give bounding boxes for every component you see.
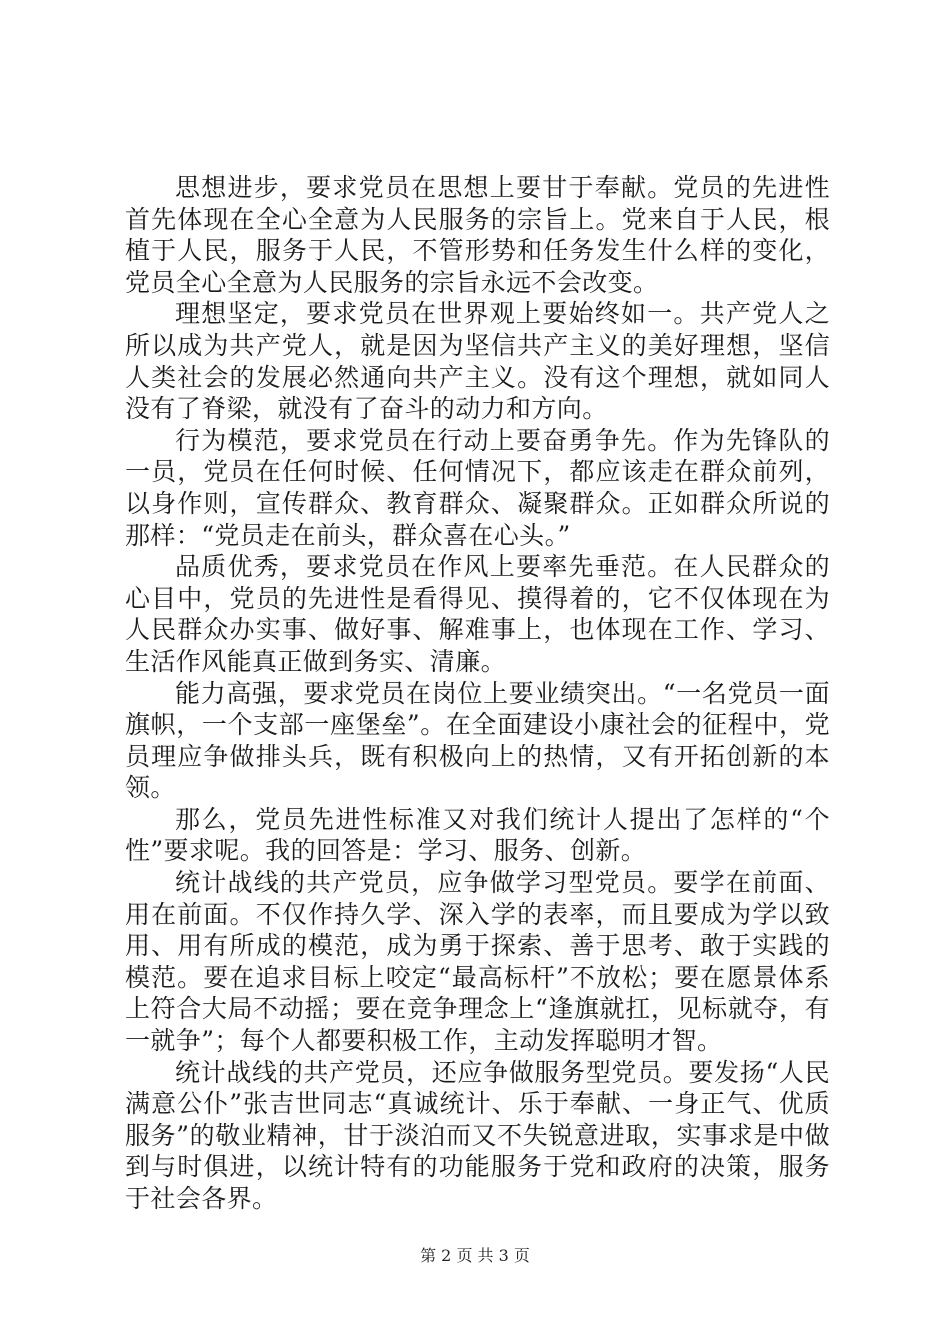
document-body: [125, 172, 830, 1215]
paragraph-5: 能力高强，要求党员在岗位上要业绩突出。“一名党员一面旗帜，一个支部一座堡垒”。在全面建设小康社会的征程中，党员理应争做排头兵，既有积极向上的热情，又有开拓创新的本领。: [125, 678, 830, 803]
paragraph-8: 统计战线的共产党员，还应争做服务型党员。要发扬“人民满意公仆”张吉世同志“真诚统计、乐于奉献、一身正气、优质服务”的敬业精神，甘于淡泊而又不失锐意进取，实事求是中做到与时俱进，以统计特有的功能服务于党和政府的决策，服务于社会各界。: [125, 1057, 830, 1213]
paragraph-6: 那么，党员先进性标准又对我们统计人提出了怎样的“个性”要求呢。我的回答是：学习、服务、创新。: [125, 804, 830, 866]
paragraph-7: 统计战线的共产党员，应争做学习型党员。要学在前面、用在前面。不仅作持久学、深入学的表率，而且要成为学以致用、用有所成的模范，成为勇于探索、善于思考、敢于实践的模范。要在追求目标上咬定“最高标杆”不放松；要在愿景体系上符合大局不动摇；要在竞争理念上“逢旗就扛，见标就夺，有一就争”；每个人都要积极工作，主动发挥聪明才智。: [125, 868, 830, 1056]
paragraph-3: 行为模范，要求党员在行动上要奋勇争先。作为先锋队的一员，党员在任何时候、任何情况下，都应该走在群众前列，以身作则，宣传群众、教育群众、凝聚群众。正如群众所说的那样：“党员走在前头，群众喜在心头。”: [125, 425, 830, 550]
paragraph-4: 品质优秀，要求党员在作风上要率先垂范。在人民群众的心目中，党员的先进性是看得见、摸得着的，它不仅体现在为人民群众办实事、做好事、解难事上，也体现在工作、学习、生活作风能真正做到务实、清廉。: [125, 552, 830, 676]
paragraph-1: 思想进步，要求党员在思想上要甘于奉献。党员的先进性首先体现在全心全意为人民服务的宗旨上。党来自于人民，根植于人民，服务于人民，不管形势和任务发生什么样的变化，党员全心全意为人民服务的宗旨永远不会改变。: [125, 173, 830, 297]
paragraph-2: 理想坚定，要求党员在世界观上要始终如一。共产党人之所以成为共产党人，就是因为坚信共产主义的美好理想，坚信人类社会的发展必然通向共产主义。没有这个理想，就如同人没有了脊梁，就没有了奋斗的动力和方向。: [125, 299, 830, 424]
page-number-footer: 第 2 页 共 3 页: [420, 1246, 530, 1265]
